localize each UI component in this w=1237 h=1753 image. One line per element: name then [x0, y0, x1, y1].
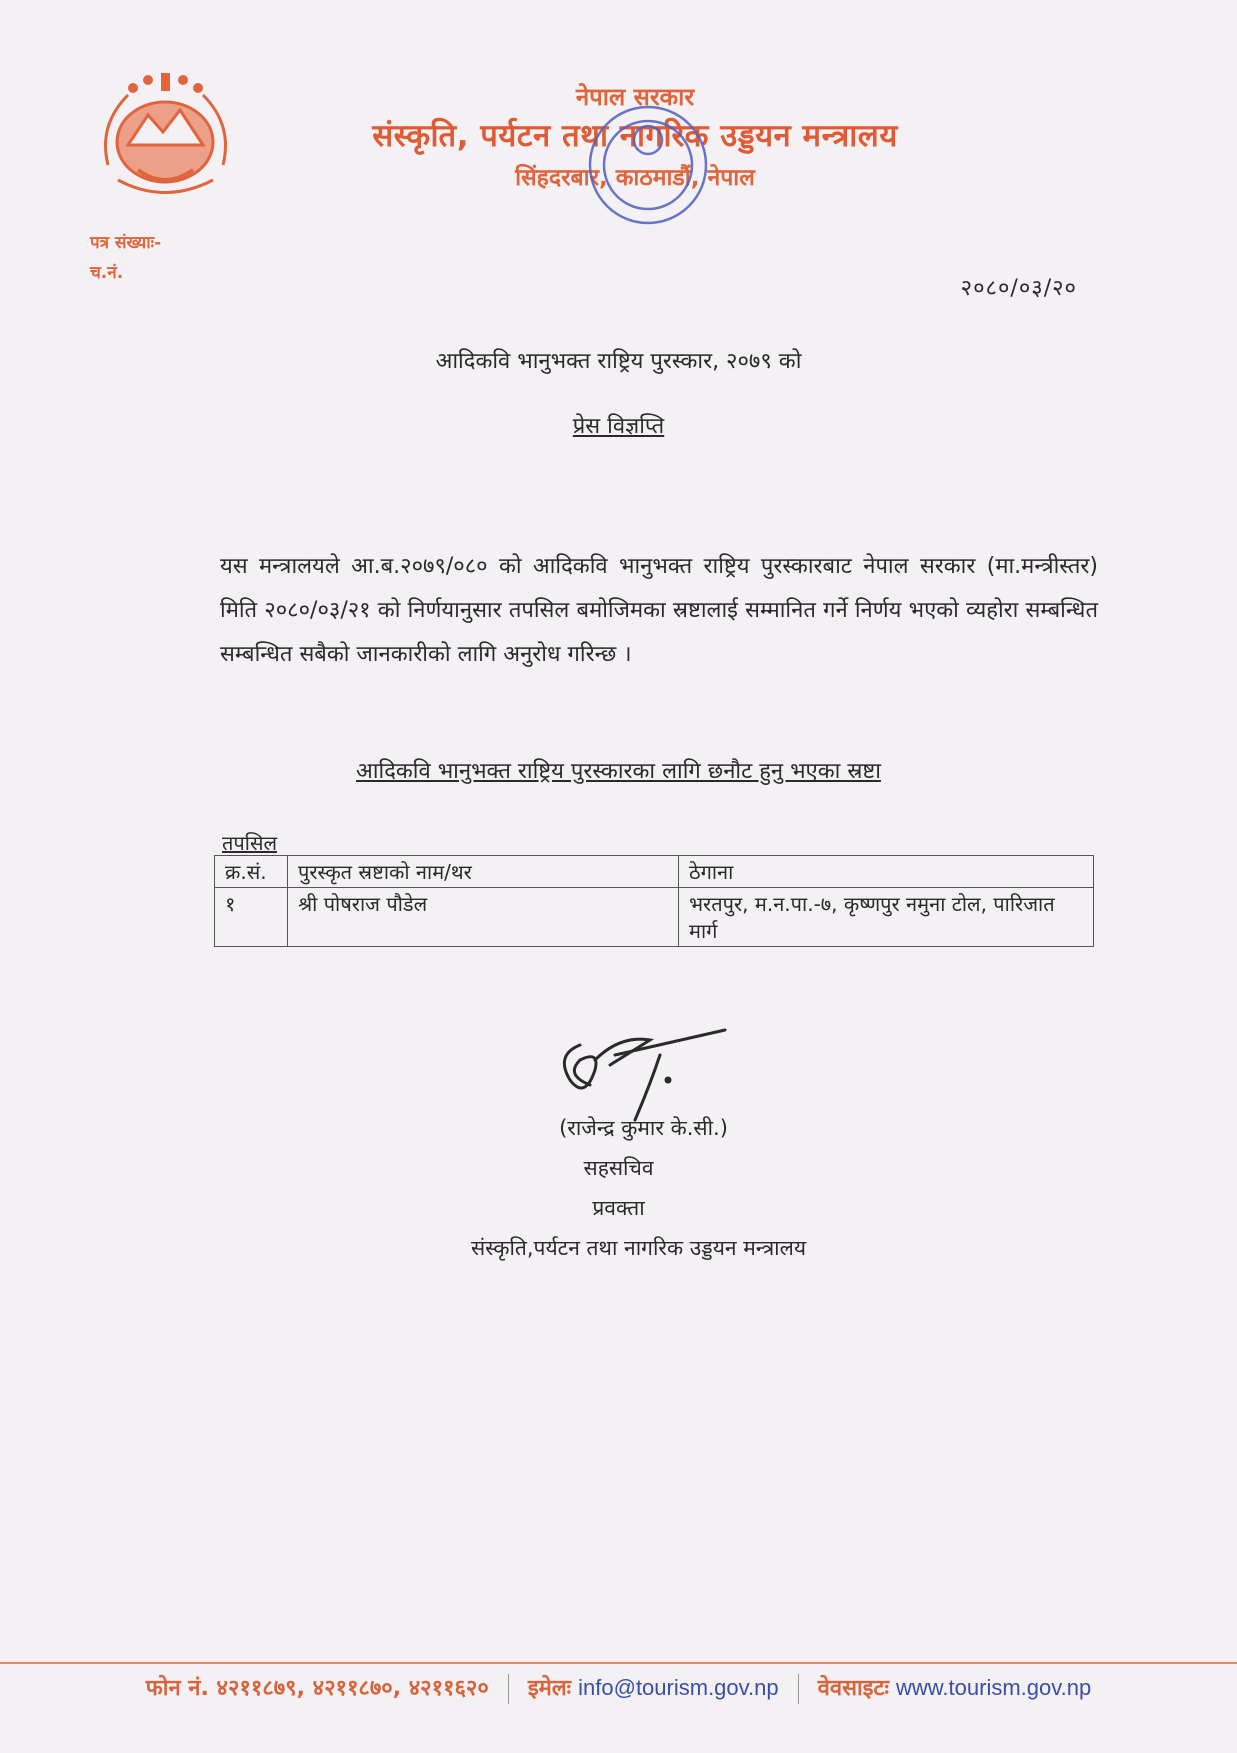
footer-separator	[798, 1674, 799, 1704]
ministry-name: संस्कृति, पर्यटन तथा नागरिक उड्डयन मन्त्रालय	[372, 118, 898, 154]
dispatch-number-label: च.नं.	[90, 263, 124, 283]
header-name: पुरस्कृत स्रष्टाको नाम/थर	[288, 856, 679, 888]
header-serial: क्र.सं.	[215, 856, 288, 888]
body-paragraph: यस मन्त्रालयले आ.ब.२०७९/०८० को आदिकवि भानुभक्त राष्ट्रिय पुरस्कारबाट नेपाल सरकार (मा.मन्त्रीस्तर) मिति २०८०/०३/२१ को निर्णयानुसार तपसिल बमोजिमका स्रष्टालाई सम्मानित गर्ने निर्णय भएको व्यहोरा सम्बन्धित सम्बन्धित सबैको जानकारीको लागि अनुरोध गरिन्छ ।	[220, 554, 1098, 667]
footer-divider	[0, 1662, 1237, 1664]
cell-address: भरतपुर, म.न.पा.-७, कृष्णपुर नमुना टोल, पारिजात मार्ग	[679, 888, 1094, 947]
ministry-address: सिंहदरबार, काठमाडौं, नेपाल	[515, 165, 755, 191]
press-release-title	[0, 410, 1237, 440]
cell-name: श्री पोषराज पौडेल	[288, 888, 679, 947]
official-stamp-icon	[583, 100, 713, 230]
reference-block	[90, 228, 161, 288]
table-header-row	[215, 856, 1094, 888]
footer	[0, 1672, 1237, 1722]
footer-website-link[interactable]: www.tourism.gov.np	[895, 1675, 1092, 1700]
schedule-label: तपसिल	[222, 831, 278, 855]
press-release-title-text: प्रेस विज्ञप्ति	[572, 414, 665, 439]
footer-email-link[interactable]: info@tourism.gov.np	[578, 1675, 779, 1700]
footer-website-label: वेवसाइटः	[817, 1676, 889, 1701]
header-address: ठेगाना	[679, 856, 1094, 888]
signatory-ministry: संस्कृति,पर्यटन तथा नागरिक उड्डयन मन्त्रालय	[470, 1236, 807, 1260]
cell-serial: १	[215, 888, 288, 947]
selection-heading	[0, 755, 1237, 785]
letter-date: २०८०/०३/२०	[960, 276, 1077, 301]
nepal-emblem-icon	[88, 70, 243, 205]
signatory-name: (राजेन्द्र कुमार के.सी.)	[559, 1116, 728, 1140]
signatory-block	[0, 1108, 1237, 1268]
letter-number-label: पत्र संख्याः-	[90, 233, 162, 253]
selection-heading-text: आदिकवि भानुभक्त राष्ट्रिय पुरस्कारका लागि छनौट हुनु भएका स्रष्टा	[356, 759, 881, 784]
signatory-role: प्रवक्ता	[592, 1196, 645, 1220]
signatory-designation: सहसचिव	[583, 1156, 654, 1180]
subject-line: आदिकवि भानुभक्त राष्ट्रिय पुरस्कार, २०७९ को	[435, 349, 802, 374]
footer-phone: फोन नं. ४२११८७९, ४२११८७०, ४२११६२०	[145, 1676, 489, 1701]
awardee-table	[214, 855, 1094, 947]
footer-separator	[508, 1674, 509, 1704]
table-row	[215, 888, 1094, 947]
footer-email-label: इमेलः	[527, 1676, 572, 1701]
government-name: नेपाल सरकार	[575, 83, 695, 111]
